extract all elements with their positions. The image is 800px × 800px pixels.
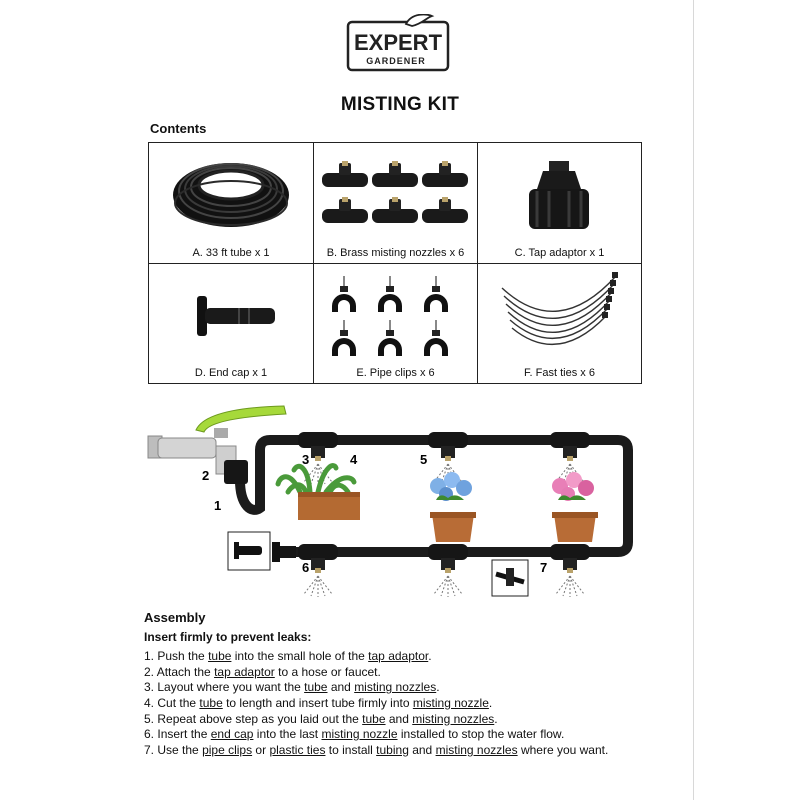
assembly-subheading: Insert firmly to prevent leaks: <box>144 629 312 644</box>
diagram-label-1: 1 <box>214 498 222 513</box>
step-text: Attach the <box>156 664 215 679</box>
step-text: where you want. <box>517 742 609 757</box>
step-number: 5. <box>144 711 155 726</box>
step-text: into the last <box>253 727 322 742</box>
step-text: . <box>488 695 493 710</box>
tube-coil-icon <box>169 151 294 231</box>
step-text: to install <box>325 742 377 757</box>
step-text: Insert the <box>157 727 211 742</box>
potted-flower-icon <box>430 472 476 542</box>
step-text: . <box>436 680 440 695</box>
step-text: and <box>408 742 436 757</box>
brand-line2: GARDENER <box>366 56 426 66</box>
item-fast-ties <box>478 264 641 383</box>
step-text: Push the <box>157 649 209 664</box>
step-text: Use the <box>157 742 203 757</box>
item-nozzles <box>314 143 478 264</box>
caption-a: A. 33 ft tube x 1 <box>192 247 270 259</box>
step-number: 1. <box>144 649 155 664</box>
assembly-step <box>144 727 608 743</box>
caption-f: F. Fast ties x 6 <box>524 367 595 379</box>
assembly-step <box>144 649 608 665</box>
assembly-heading: Assembly <box>144 610 206 625</box>
installation-diagram <box>130 396 650 602</box>
assembly-step <box>144 712 608 728</box>
step-number: 7. <box>144 742 155 757</box>
planter-box-icon <box>278 466 360 520</box>
step-term: misting nozzles <box>412 711 495 726</box>
page-title: MISTING KIT <box>340 94 460 115</box>
step-term: tube <box>199 695 223 710</box>
page-edge-divider <box>693 0 694 800</box>
step-text: or <box>252 742 270 757</box>
diagram-label-2: 2 <box>202 468 210 483</box>
item-end-cap <box>149 264 314 383</box>
step-term: misting nozzles <box>435 742 518 757</box>
step-number: 6. <box>144 727 155 742</box>
misting-nozzle-icon <box>322 161 472 231</box>
pipe-clip-icon <box>330 276 464 362</box>
caption-c: C. Tap adaptor x 1 <box>514 247 605 259</box>
step-term: tap adaptor <box>368 649 429 664</box>
caption-b: B. Brass misting nozzles x 6 <box>326 247 465 259</box>
assembly-step <box>144 680 608 696</box>
step-term: plastic ties <box>269 742 326 757</box>
step-text: and <box>385 711 413 726</box>
brand-line1: EXPERT <box>353 30 443 55</box>
step-term: misting nozzle <box>412 695 489 710</box>
step-text: to a hose or faucet. <box>274 664 381 679</box>
end-cap-icon <box>191 294 281 342</box>
assembly-steps <box>144 649 608 758</box>
step-text: Layout where you want the <box>157 680 305 695</box>
end-cap-icon <box>280 546 296 558</box>
step-text: installed to stop the water flow. <box>397 727 565 742</box>
assembly-step <box>144 696 608 712</box>
caption-e: E. Pipe clips x 6 <box>356 367 435 379</box>
contents-grid <box>148 142 642 384</box>
contents-heading: Contents <box>150 121 207 136</box>
step-text: to length and insert tube firmly into <box>222 695 413 710</box>
assembly-step <box>144 665 608 681</box>
step-text: Repeat above step as you laid out the <box>157 711 363 726</box>
step-text: and <box>327 680 355 695</box>
step-term: misting nozzle <box>321 727 398 742</box>
step-number: 4. <box>144 695 155 710</box>
step-text: into the small hole of the <box>231 649 369 664</box>
step-term: tube <box>362 711 386 726</box>
item-tap-adaptor <box>478 143 641 264</box>
step-term: end cap <box>210 727 254 742</box>
diagram-label-6: 6 <box>302 560 310 575</box>
diagram-label-3: 3 <box>302 452 310 467</box>
step-term: tube <box>208 649 232 664</box>
assembly-section <box>144 610 608 758</box>
step-term: tube <box>304 680 328 695</box>
diagram-label-4: 4 <box>350 452 358 467</box>
item-pipe-clips <box>314 264 478 383</box>
step-term: pipe clips <box>202 742 253 757</box>
diagram-label-7: 7 <box>540 560 548 575</box>
step-term: tap adaptor <box>214 664 275 679</box>
step-number: 2. <box>144 664 155 679</box>
item-tube <box>149 143 314 264</box>
diagram-label-5: 5 <box>420 452 428 467</box>
step-text: . <box>428 649 432 664</box>
tap-adaptor-icon <box>224 460 248 484</box>
step-number: 3. <box>144 680 155 695</box>
step-text: . <box>494 711 498 726</box>
step-term: tubing <box>376 742 409 757</box>
caption-d: D. End cap x 1 <box>194 367 268 379</box>
fast-tie-icon <box>498 270 622 366</box>
step-term: misting nozzles <box>354 680 437 695</box>
brand-logo <box>346 14 450 72</box>
step-text: Cut the <box>157 695 200 710</box>
tap-adaptor-icon <box>523 161 595 231</box>
potted-flower-icon <box>552 472 598 542</box>
assembly-step <box>144 743 608 759</box>
